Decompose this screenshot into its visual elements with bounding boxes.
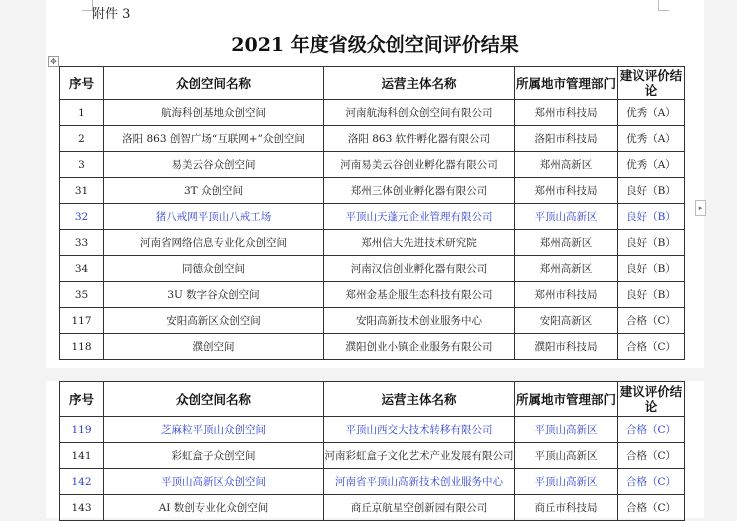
table-row bbox=[60, 152, 685, 178]
cell-no: 118 bbox=[60, 334, 104, 360]
cell-no: 117 bbox=[60, 308, 104, 334]
table-row bbox=[60, 282, 685, 308]
cell-operator: 郑州金基企服生态科技有限公司 bbox=[324, 282, 515, 308]
cell-no: 33 bbox=[60, 230, 104, 256]
results-table-part-1 bbox=[59, 66, 685, 360]
cell-result: 合格（C） bbox=[618, 417, 685, 443]
cell-result: 优秀（A） bbox=[618, 100, 685, 126]
table-row bbox=[60, 256, 685, 282]
table-row bbox=[60, 334, 685, 360]
table-body-2 bbox=[60, 417, 685, 521]
cell-dept: 郑州市科技局 bbox=[515, 282, 618, 308]
cell-result: 合格（C） bbox=[618, 443, 685, 469]
cell-operator: 河南易美云谷创业孵化器有限公司 bbox=[324, 152, 515, 178]
cell-dept: 平顶山高新区 bbox=[515, 204, 618, 230]
cell-operator: 平顶山天蓬元企业管理有限公司 bbox=[324, 204, 515, 230]
cell-dept: 商丘市科技局 bbox=[515, 495, 618, 521]
table-row bbox=[60, 178, 685, 204]
cell-no: 142 bbox=[60, 469, 104, 495]
table-row bbox=[60, 443, 685, 469]
header-operator: 运营主体名称 bbox=[324, 67, 515, 100]
cell-space-name: 濮创空间 bbox=[104, 334, 324, 360]
cell-space-name: 猪八戒网平顶山八戒工场 bbox=[104, 204, 324, 230]
cell-space-name: 洛阳 863 创智广场“互联网+”众创空间 bbox=[104, 126, 324, 152]
cell-operator: 商丘京航星空创新园有限公司 bbox=[324, 495, 515, 521]
header-no: 序号 bbox=[60, 382, 104, 417]
cell-result: 良好（B） bbox=[618, 230, 685, 256]
cell-space-name: 同德众创空间 bbox=[104, 256, 324, 282]
cell-space-name: 3U 数字谷众创空间 bbox=[104, 282, 324, 308]
header-dept: 所属地市管理部门 bbox=[515, 67, 618, 100]
cell-dept: 郑州高新区 bbox=[515, 256, 618, 282]
table-row bbox=[60, 308, 685, 334]
cell-operator: 濮阳创业小镇企业服务有限公司 bbox=[324, 334, 515, 360]
cell-dept: 郑州高新区 bbox=[515, 230, 618, 256]
scroll-arrow-icon[interactable]: ▸ bbox=[695, 200, 706, 216]
cell-operator: 河南彩虹盒子文化艺术产业发展有限公司 bbox=[324, 443, 515, 469]
cell-no: 35 bbox=[60, 282, 104, 308]
cell-no: 2 bbox=[60, 126, 104, 152]
table-row bbox=[60, 204, 685, 230]
cell-no: 1 bbox=[60, 100, 104, 126]
table-header-row bbox=[60, 67, 685, 100]
document-title: 2021 年度省级众创空间评价结果 bbox=[231, 34, 519, 56]
cell-result: 合格（C） bbox=[618, 334, 685, 360]
cell-space-name: 彩虹盒子众创空间 bbox=[104, 443, 324, 469]
crop-mark bbox=[658, 0, 669, 11]
attachment-label: 附件 3 bbox=[92, 7, 131, 22]
cell-space-name: 3T 众创空间 bbox=[104, 178, 324, 204]
cell-operator: 河南汉信创业孵化器有限公司 bbox=[324, 256, 515, 282]
cell-operator: 洛阳 863 软件孵化器有限公司 bbox=[324, 126, 515, 152]
cell-space-name: 芝麻粒平顶山众创空间 bbox=[104, 417, 324, 443]
header-space-name: 众创空间名称 bbox=[104, 67, 324, 100]
cell-operator: 郑州三体创业孵化器有限公司 bbox=[324, 178, 515, 204]
cell-dept: 洛阳市科技局 bbox=[515, 126, 618, 152]
cell-result: 良好（B） bbox=[618, 282, 685, 308]
cell-no: 34 bbox=[60, 256, 104, 282]
table-body-1 bbox=[60, 100, 685, 360]
header-result: 建议评价结论 bbox=[618, 67, 685, 100]
cell-no: 31 bbox=[60, 178, 104, 204]
cell-dept: 平顶山高新区 bbox=[515, 469, 618, 495]
cell-dept: 平顶山高新区 bbox=[515, 443, 618, 469]
cell-dept: 郑州市科技局 bbox=[515, 178, 618, 204]
table-row bbox=[60, 230, 685, 256]
document-page-2 bbox=[46, 381, 704, 518]
table-row bbox=[60, 417, 685, 443]
cell-operator: 安阳高新技术创业服务中心 bbox=[324, 308, 515, 334]
cell-no: 32 bbox=[60, 204, 104, 230]
cell-space-name: 易美云谷众创空间 bbox=[104, 152, 324, 178]
header-dept: 所属地市管理部门 bbox=[515, 382, 618, 417]
cell-dept: 濮阳市科技局 bbox=[515, 334, 618, 360]
cell-operator: 河南航海科创众创空间有限公司 bbox=[324, 100, 515, 126]
header-result: 建议评价结论 bbox=[618, 382, 685, 417]
cell-dept: 郑州高新区 bbox=[515, 152, 618, 178]
cell-operator: 平顶山西交大技术转移有限公司 bbox=[324, 417, 515, 443]
document-page-1 bbox=[46, 0, 704, 368]
cell-dept: 郑州市科技局 bbox=[515, 100, 618, 126]
cell-space-name: 河南省网络信息专业化众创空间 bbox=[104, 230, 324, 256]
cell-result: 合格（C） bbox=[618, 308, 685, 334]
table-row bbox=[60, 126, 685, 152]
cell-no: 143 bbox=[60, 495, 104, 521]
cell-no: 3 bbox=[60, 152, 104, 178]
cell-operator: 郑州信大先进技术研究院 bbox=[324, 230, 515, 256]
cell-result: 优秀（A） bbox=[618, 126, 685, 152]
header-operator: 运营主体名称 bbox=[324, 382, 515, 417]
table-header-row bbox=[60, 382, 685, 417]
cell-result: 良好（B） bbox=[618, 256, 685, 282]
cell-dept: 平顶山高新区 bbox=[515, 417, 618, 443]
cell-no: 141 bbox=[60, 443, 104, 469]
results-table-part-2 bbox=[59, 381, 685, 521]
cell-operator: 河南省平顶山高新技术创业服务中心 bbox=[324, 469, 515, 495]
cell-result: 优秀（A） bbox=[618, 152, 685, 178]
cell-result: 良好（B） bbox=[618, 178, 685, 204]
cell-dept: 安阳高新区 bbox=[515, 308, 618, 334]
header-space-name: 众创空间名称 bbox=[104, 382, 324, 417]
cell-no: 119 bbox=[60, 417, 104, 443]
table-row bbox=[60, 469, 685, 495]
table-move-handle-icon[interactable]: ✥ bbox=[48, 56, 59, 67]
table-row bbox=[60, 495, 685, 521]
header-no: 序号 bbox=[60, 67, 104, 100]
cell-space-name: AI 数创专业化众创空间 bbox=[104, 495, 324, 521]
cell-space-name: 安阳高新区众创空间 bbox=[104, 308, 324, 334]
cell-result: 良好（B） bbox=[618, 204, 685, 230]
cell-space-name: 平顶山高新区众创空间 bbox=[104, 469, 324, 495]
table-row bbox=[60, 100, 685, 126]
cell-result: 合格（C） bbox=[618, 495, 685, 521]
cell-space-name: 航海科创基地众创空间 bbox=[104, 100, 324, 126]
cell-result: 合格（C） bbox=[618, 469, 685, 495]
